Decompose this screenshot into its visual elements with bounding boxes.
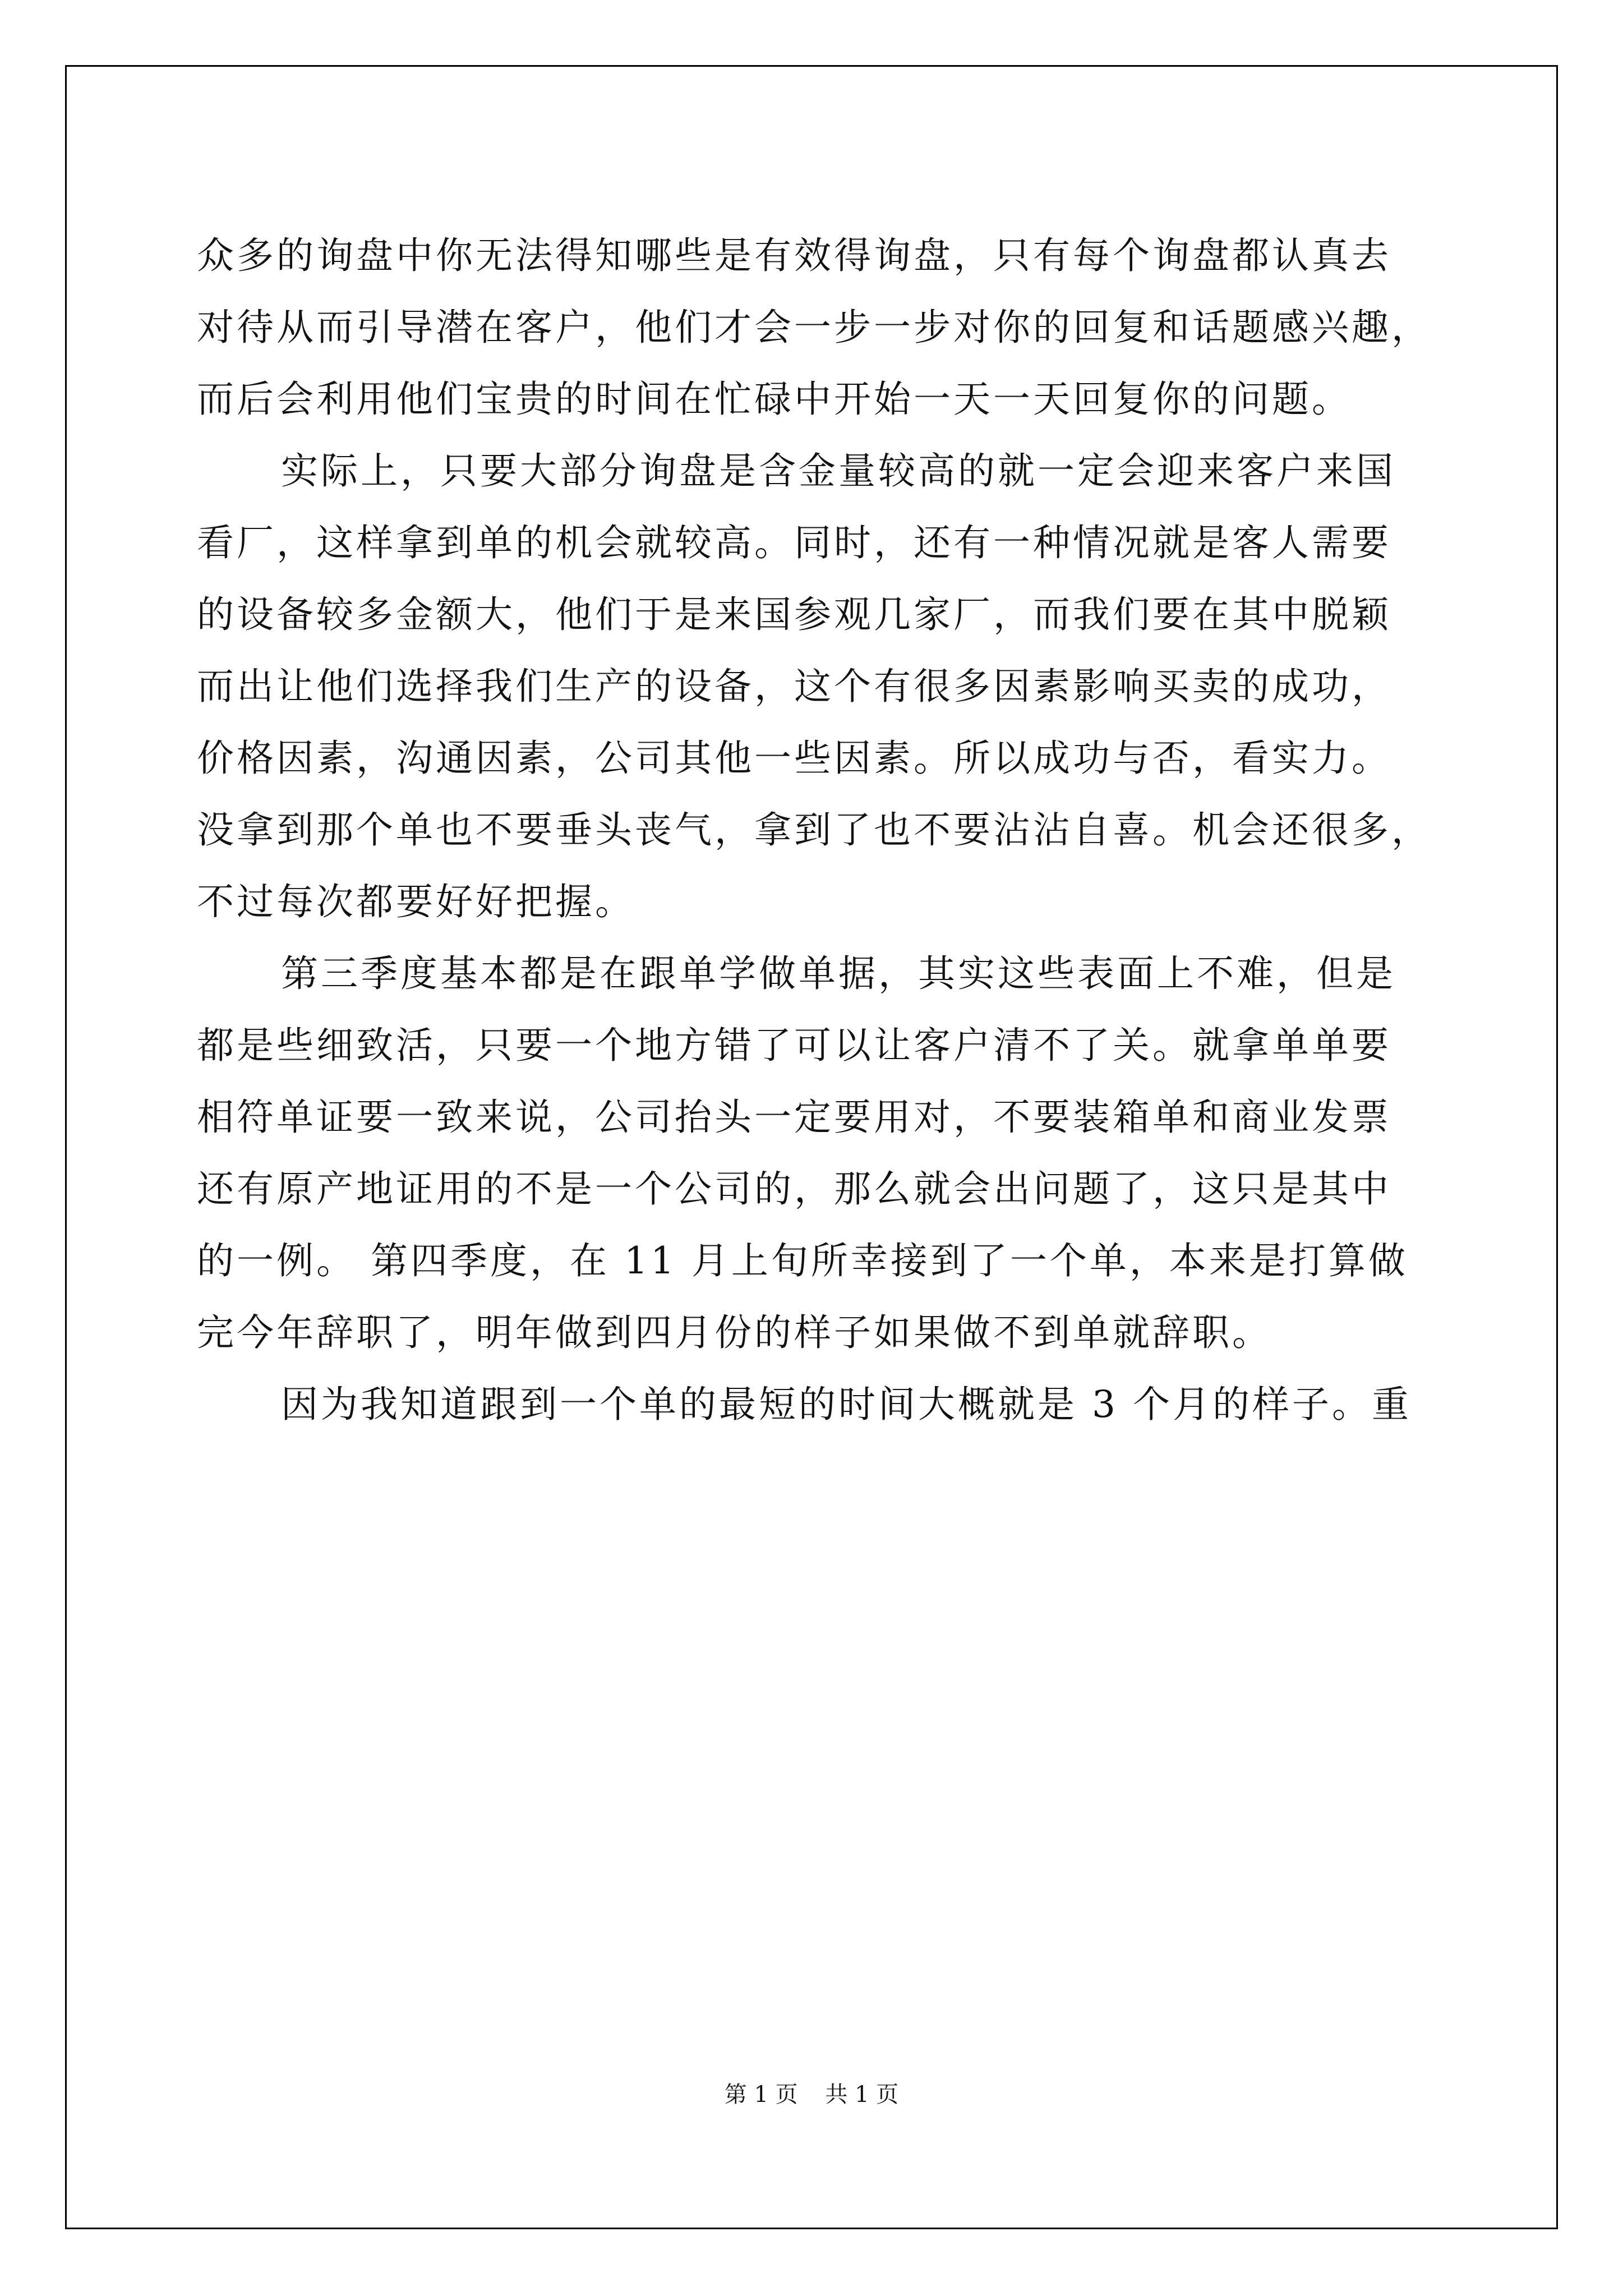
text-line: 实际上，只要大部分询盘是含金量较高的就一定会迎来客户来国 [281, 449, 1396, 493]
text-line: 的一例。 第四季度，在 11 月上旬所幸接到了一个单，本来是打算做 [197, 1239, 1408, 1282]
text-line: 的设备较多金额大，他们于是来国参观几家厂，而我们要在其中脱颖 [197, 593, 1391, 636]
text-line: 而出让他们选择我们生产的设备，这个有很多因素影响买卖的成功， [197, 665, 1391, 708]
text-line: 众多的询盘中你无法得知哪些是有效得询盘，只有每个询盘都认真去 [197, 234, 1391, 277]
text-line: 因为我知道跟到一个单的最短的时间大概就是 3 个月的样子。重 [281, 1383, 1412, 1426]
page-number-total: 共 1 页 [825, 2082, 899, 2108]
document-body [197, 220, 1431, 1441]
text-line: 完今年辞职了，明年做到四月份的样子如果做不到单就辞职。 [197, 1311, 1272, 1354]
page-number-current: 第 1 页 [724, 2082, 798, 2108]
text-line: 价格因素，沟通因素，公司其他一些因素。所以成功与否，看实力。 [197, 737, 1391, 780]
text-line: 都是些细致活，只要一个地方错了可以让客户清不了关。就拿单单要 [197, 1024, 1391, 1067]
text-line: 还有原产地证用的不是一个公司的，那么就会出问题了，这只是其中 [197, 1167, 1391, 1211]
text-line: 看厂，这样拿到单的机会就较高。同时，还有一种情况就是客人需要 [197, 521, 1391, 564]
text-line: 相符单证要一致来说，公司抬头一定要用对，不要装箱单和商业发票 [197, 1096, 1391, 1139]
text-line: 不过每次都要好好把握。 [197, 880, 635, 923]
text-line: 第三季度基本都是在跟单学做单据，其实这些表面上不难，但是 [281, 952, 1396, 995]
page-footer [0, 2077, 1623, 2109]
text-line: 而后会利用他们宝贵的时间在忙碌中开始一天一天回复你的问题。 [197, 378, 1352, 421]
text-line: 没拿到那个单也不要垂头丧气，拿到了也不要沾沾自喜。机会还很多， [197, 808, 1431, 852]
text-line: 对待从而引导潜在客户，他们才会一步一步对你的回复和话题感兴趣， [197, 306, 1431, 349]
